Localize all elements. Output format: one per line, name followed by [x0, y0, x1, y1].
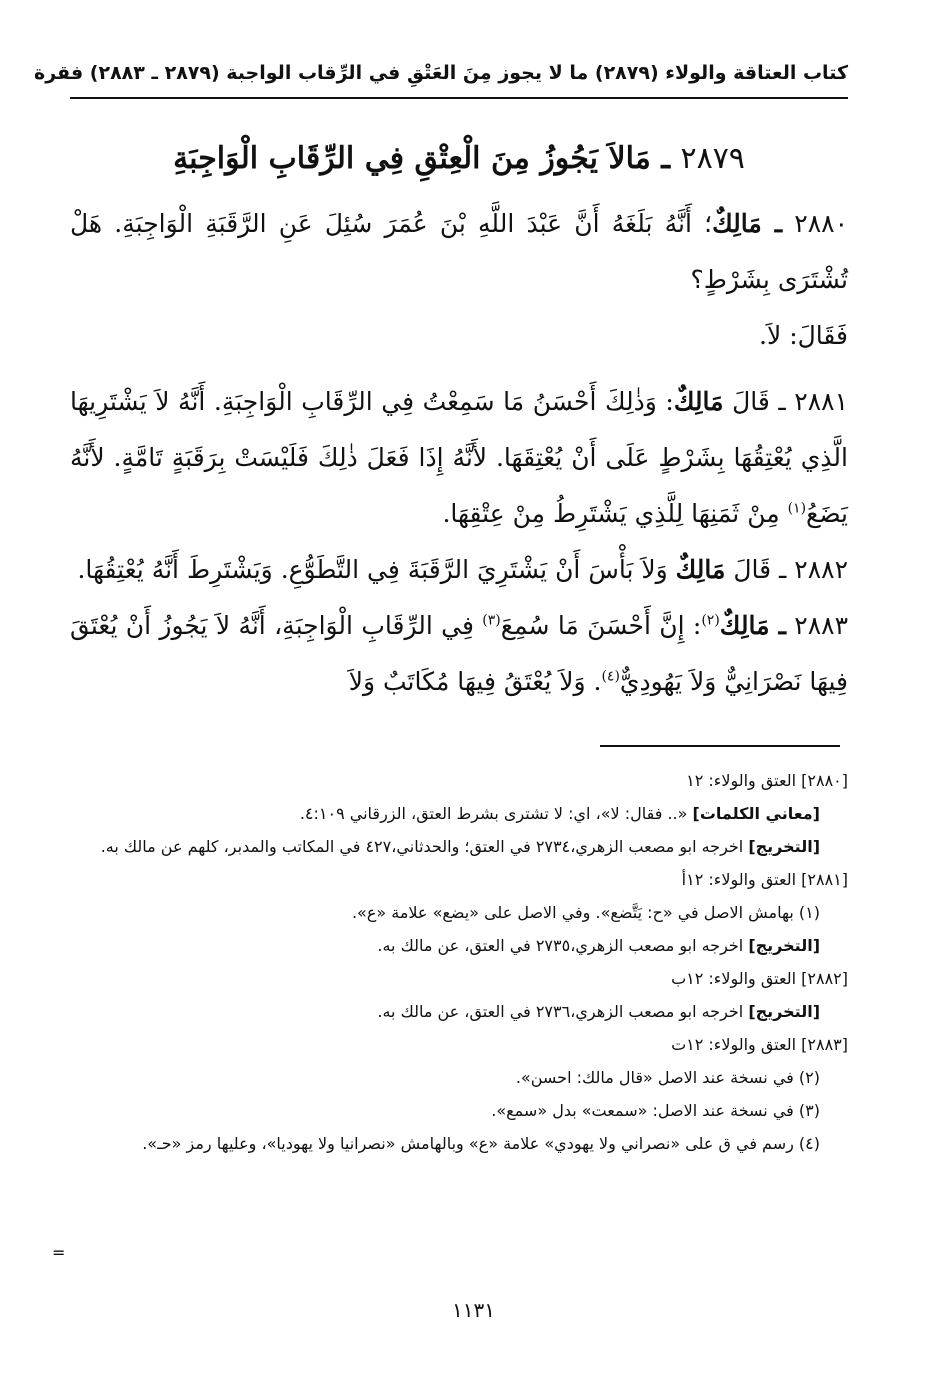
footnote-marker-2: (٢)	[701, 612, 720, 629]
footnote-marker-4: (٤)	[601, 668, 620, 685]
chapter-title-text: ـ مَالاَ يَجُوزُ مِنَ الْعِتْقِ فِي الرِّقَابِ الْوَاجِبَةِ	[173, 141, 671, 176]
footnote-ref-2881: [٢٨٨١] العتق والولاء: ١٢أ	[681, 870, 848, 889]
paragraph-number: ٢٨٨٣	[794, 611, 848, 640]
paragraph-2883	[70, 598, 848, 710]
paragraph-intro: ـ قَالَ	[733, 555, 787, 584]
meanings-text: «.. فقال: لا»، اي: لا تشترى بشرط العتق، الزرقاني ٤:١٠٩.	[299, 804, 688, 823]
paragraph-text-cont: مِنْ ثَمَنِهَا لِلَّذِي يَشْتَرِطُ مِنْ عِتْقِهَا.	[442, 499, 780, 528]
footnote-ref-2883: [٢٨٨٣] العتق والولاء: ١٢ت	[671, 1035, 848, 1054]
page-number: ١١٣١	[452, 1298, 495, 1322]
footnotes	[70, 764, 848, 1160]
speaker-name: ـ مَالِكٌ	[719, 611, 786, 640]
meanings-label: [معاني الكلمات]	[692, 804, 820, 823]
footnote-takhrij-2881	[70, 929, 848, 962]
paragraph-2880	[70, 196, 848, 308]
speaker-name: مَالِكٌ	[673, 387, 724, 416]
paragraph-number: ٢٨٨٠	[794, 209, 848, 238]
paragraph-text: : وَذٰلِكَ أَحْسَنُ مَا سَمِعْتُ فِي الرِّقَابِ الْوَاجِبَةِ. أَنَّهُ لاَ يَشْتَرِيهَا الَّذِي يُعْتِقُهَا بِشَرْطٍ عَلَى أَنْ يُعْتِقَهَا. لأَنَّهُ إِذَا فَعَلَ ذٰلِكَ فَلَيْسَتْ بِرَقَبَةٍ تَامَّةٍ. لأَنَّهُ يَضَعُ	[70, 387, 848, 528]
paragraph-2881	[70, 374, 848, 542]
speaker-name: ـ مَالِكٌ	[712, 209, 783, 238]
paragraph-2882	[70, 542, 848, 598]
footnote-marker-3: (٣)	[482, 612, 501, 629]
chapter-number: ٢٨٧٩	[680, 141, 745, 176]
footnote-rule	[600, 745, 840, 747]
paragraph-text-cont: فِي الرِّقَابِ الْوَاجِبَةِ، أَنَّهُ لاَ يَجُوزُ أَنْ يُعْتَقَ فِيهَا نَصْرَانِيٌّ وَلاَ يَهُودِيٌّ	[70, 611, 848, 696]
main-text	[70, 196, 848, 710]
running-header	[34, 56, 848, 90]
takhrij-text: اخرجه ابو مصعب الزهري،٢٧٣٤ في العتق؛ والحدثاني،٤٢٧ في المكاتب والمدبر، كلهم عن مالك به.	[100, 837, 744, 856]
footnote-takhrij-2882	[70, 995, 848, 1028]
footnote-note-2: (٢) في نسخة عند الاصل «قال مالك: احسن».	[515, 1068, 820, 1087]
footnote-note-4: (٤) رسم في ق على «نصراني ولا يهودي» علامة «ع» وبالهامش «نصرانيا ولا يهوديا»، وعليها رمز «حـ».	[142, 1134, 820, 1153]
chapter-title	[70, 136, 848, 182]
answer-text: فَقَالَ: لاَ.	[759, 321, 848, 350]
paragraph-number: ٢٨٨١	[794, 387, 848, 416]
takhrij-label: [التخريج]	[748, 1002, 820, 1021]
footnote-marker-1: (١)	[787, 500, 807, 517]
paragraph-text: : إِنَّ أَحْسَنَ مَا سُمِعَ	[500, 611, 702, 640]
takhrij-text: اخرجه ابو مصعب الزهري،٢٧٣٦ في العتق، عن مالك به.	[377, 1002, 744, 1021]
paragraph-text-end: . وَلاَ يُعْتَقُ فِيهَا مُكَاتَبٌ وَلاَ	[348, 667, 602, 696]
speaker-name: مَالِكٌ	[675, 555, 726, 584]
continuation-mark: =	[52, 1243, 66, 1262]
footnote-meanings	[70, 797, 848, 830]
paragraph-text: وَلاَ بَأْسَ أَنْ يَشْتَرِيَ الرَّقَبَةَ فِي التَّطَوُّعِ. وَيَشْتَرِطَ أَنَّهُ يُعْتِقُهَا.	[77, 555, 668, 584]
header-book-title: كتاب العتاقة والولاء	[665, 62, 848, 84]
footnote-note-1: (١) بهامش الاصل في «ح: يَتَّضع». وفي الاصل على «يضع» علامة «ع».	[351, 903, 820, 922]
takhrij-text: اخرجه ابو مصعب الزهري،٢٧٣٥ في العتق، عن مالك به.	[377, 936, 744, 955]
paragraph-2880-answer	[70, 308, 848, 364]
footnote-takhrij-2880	[70, 830, 848, 863]
paragraph-text: ؛ أَنَّهُ بَلَغَهُ أَنَّ عَبْدَ اللَّهِ بْنَ عُمَرَ سُئِلَ عَنِ الرَّقَبَةِ الْوَاجِبَةِ. هَلْ تُشْتَرَى بِشَرْطٍ؟	[70, 209, 848, 294]
footnote-note-3: (٣) في نسخة عند الاصل: «سمعت» بدل «سمع».	[491, 1101, 820, 1120]
footnote-ref-2880: [٢٨٨٠] العتق والولاء: ١٢	[686, 771, 848, 790]
paragraph-intro: ـ قَالَ	[732, 387, 786, 416]
takhrij-label: [التخريج]	[748, 936, 820, 955]
header-rule	[70, 97, 848, 99]
header-section-range: (٢٨٧٩) ما لا يجوز مِنَ العَتْقِ في الرِّقاب الواجبة (٢٨٧٩ ـ ٢٨٨٣) فقرة	[34, 62, 659, 84]
paragraph-number: ٢٨٨٢	[794, 555, 848, 584]
takhrij-label: [التخريج]	[748, 837, 820, 856]
footnote-ref-2882: [٢٨٨٢] العتق والولاء: ١٢ب	[671, 969, 848, 988]
